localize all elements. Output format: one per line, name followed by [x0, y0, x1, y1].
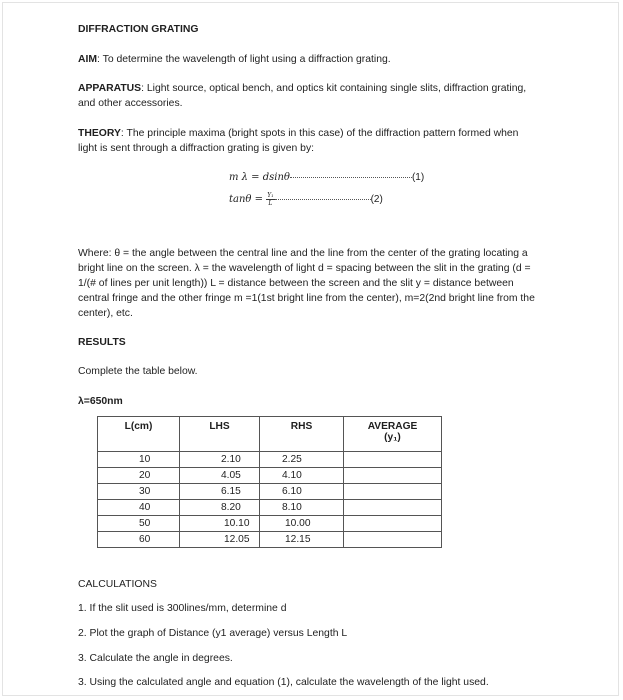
results-table: [97, 416, 442, 548]
equation-1-dots: [290, 177, 412, 178]
cell-length: 50: [98, 516, 180, 532]
cell-rhs: 10.00: [260, 516, 344, 532]
theory-paragraph: [78, 126, 540, 156]
calculation-item: 2. Plot the graph of Distance (y1 average) versus Length L: [78, 628, 348, 639]
calculations-heading: CALCULATIONS: [78, 579, 157, 590]
cell-rhs: 8.10: [260, 500, 344, 516]
table-row: [98, 516, 442, 532]
header-average: [344, 417, 442, 452]
aim-label: AIM: [78, 54, 98, 65]
cell-average[interactable]: [344, 452, 442, 468]
calculation-item: 3. Using the calculated angle and equation (1), calculate the wavelength of the light used.: [78, 677, 489, 688]
equation-2-fraction: [266, 192, 274, 207]
cell-length: 20: [98, 468, 180, 484]
cell-rhs: 12.15: [260, 532, 344, 548]
apparatus-paragraph: [78, 81, 538, 111]
cell-lhs: 6.15: [180, 484, 260, 500]
table-row: [98, 532, 442, 548]
cell-average[interactable]: [344, 468, 442, 484]
calculation-item: 3. Calculate the angle in degrees.: [78, 653, 233, 664]
cell-lhs: 10.10: [180, 516, 260, 532]
cell-lhs: 2.10: [180, 452, 260, 468]
equation-2-denominator: L: [268, 200, 273, 207]
cell-length: 60: [98, 532, 180, 548]
equation-1-lhs: m λ = dsinθ: [229, 172, 290, 183]
header-length: L(cm): [98, 417, 180, 452]
table-row: [98, 484, 442, 500]
cell-lhs: 4.05: [180, 468, 260, 484]
calculation-item: 1. If the slit used is 300lines/mm, determine d: [78, 603, 287, 614]
header-average-label: AVERAGE: [367, 421, 418, 432]
apparatus-text: : Light source, optical bench, and optics kit containing single slits, diffraction grating, and other accessories.: [78, 83, 527, 109]
cell-lhs: 12.05: [180, 532, 260, 548]
cell-average[interactable]: [344, 516, 442, 532]
cell-average[interactable]: [344, 532, 442, 548]
cell-rhs: 2.25: [260, 452, 344, 468]
table-row: [98, 452, 442, 468]
equation-2: [229, 192, 383, 207]
table-instruction: Complete the table below.: [78, 366, 198, 377]
table-row: [98, 468, 442, 484]
cell-length: 30: [98, 484, 180, 500]
wavelength-label: λ=650nm: [78, 396, 123, 407]
cell-rhs: 6.10: [260, 484, 344, 500]
table-header-row: [98, 417, 442, 452]
header-lhs: LHS: [180, 417, 260, 452]
equation-1: [229, 172, 424, 183]
where-paragraph: Where: θ = the angle between the central line and the line from the center of the grating locating a bright line on the screen. λ = the wavelength of light d = spacing between the slit in the grating (d = 1/(# of lines per unit length)) L = distance between the screen and the slit y = distance between central fringe and the other fringe m =1(1st bright line from the center), m=2(2nd bright line from the center), etc.: [78, 248, 535, 319]
cell-length: 10: [98, 452, 180, 468]
cell-length: 40: [98, 500, 180, 516]
header-average-unit: (y₁): [384, 432, 401, 443]
cell-average[interactable]: [344, 500, 442, 516]
page-title: DIFFRACTION GRATING: [78, 24, 199, 35]
cell-lhs: 8.20: [180, 500, 260, 516]
equation-2-number: (2): [370, 194, 383, 205]
equation-2-lhs: tanθ =: [229, 194, 263, 205]
equation-2-dots: [275, 199, 371, 200]
theory-label: THEORY: [78, 128, 121, 139]
table-row: [98, 500, 442, 516]
header-rhs: RHS: [260, 417, 344, 452]
aim-line: [78, 52, 391, 67]
equation-1-number: (1): [411, 172, 425, 183]
equation-2-numerator: Y₁: [267, 192, 274, 199]
apparatus-label: APPARATUS: [78, 83, 142, 94]
aim-text: : To determine the wavelength of light using a diffraction grating.: [97, 54, 391, 65]
theory-text: : The principle maxima (bright spots in this case) of the diffraction pattern formed when light is sent through a diffraction grating is given by:: [78, 128, 519, 154]
cell-rhs: 4.10: [260, 468, 344, 484]
results-heading: RESULTS: [78, 337, 126, 348]
cell-average[interactable]: [344, 484, 442, 500]
